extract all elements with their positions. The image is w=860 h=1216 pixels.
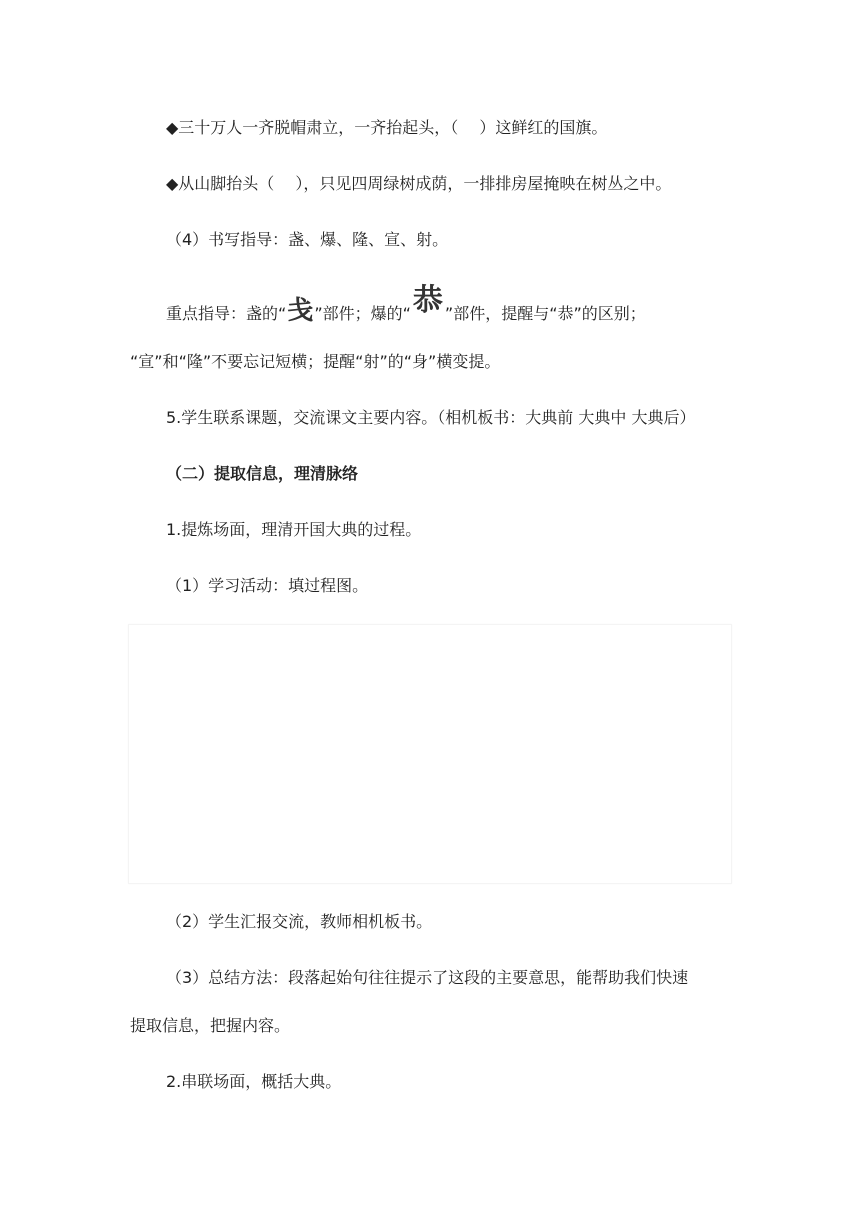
summary-line-2: 提取信息，把握内容。 <box>130 1016 291 1035</box>
focus-prefix: 重点指导：盏的“ <box>166 304 287 323</box>
bullet-sentence-1: ◆三十万人一齐脱帽肃立，一齐抬起头，（ ）这鲜红的国旗。 <box>166 118 608 137</box>
bullet-sentence-2: ◆从山脚抬头（ ），只见四周绿树成荫，一排排房屋掩映在树丛之中。 <box>166 174 672 193</box>
step-2: 2.串联场面，概括大典。 <box>166 1072 342 1091</box>
component-glyph-image: 恭 <box>412 282 443 318</box>
activity-1: （1）学习活动：填过程图。 <box>166 576 369 595</box>
radical-glyph-image: 戋 <box>287 295 314 326</box>
writing-guide: （4）书写指导：盏、爆、隆、宣、射。 <box>166 230 449 249</box>
focus-mid: ”部件；爆的“ <box>314 304 411 323</box>
item-5: 5.学生联系课题，交流课文主要内容。（相机板书：大典前 大典中 大典后） <box>166 408 696 427</box>
process-diagram-placeholder <box>128 624 732 884</box>
summary-line-1: （3）总结方法：段落起始句往往提示了这段的主要意思，能帮助我们快速 <box>166 968 689 987</box>
section-heading: （二）提取信息，理清脉络 <box>166 464 359 483</box>
focus-suffix: ”部件，提醒与“恭”的区别； <box>444 304 646 323</box>
focus-guide-line-2: “宣”和“隆”不要忘记短横；提醒“射”的“身”横变提。 <box>130 352 501 371</box>
focus-guide-line-1 <box>166 282 646 326</box>
step-1: 1.提炼场面，理清开国大典的过程。 <box>166 520 422 539</box>
activity-2: （2）学生汇报交流，教师相机板书。 <box>166 912 433 931</box>
